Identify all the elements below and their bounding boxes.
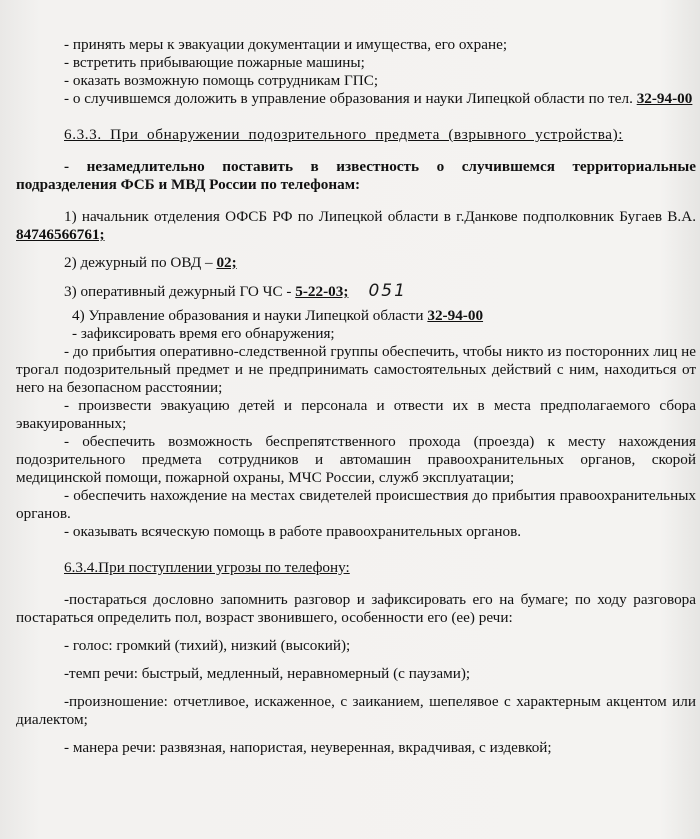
action-item: - произвести эвакуацию детей и персонала и отвести их в места предполагаемого сбора эвакуированных; — [16, 397, 696, 432]
manner-item: - манера речи: развязная, напористая, неуверенная, вкрадчивая, с издевкой; — [64, 739, 552, 756]
voice-item: - голос: громкий (тихий), низкий (высокий); — [64, 637, 351, 654]
list-item: - встретить прибывающие пожарные машины; — [64, 54, 365, 71]
contact-2-text: 2) дежурный по ОВД – — [64, 254, 217, 271]
section-heading-634: 6.3.4.При поступлении угрозы по телефону: — [64, 559, 350, 576]
section-lead-633: - незамедлительно поставить в известность о случившемся территориальные подразделения ФСБ и МВД России по телефонам: — [16, 158, 696, 193]
contact-1-phone: 84746566761; — [16, 226, 105, 243]
contact-1 — [16, 208, 696, 244]
action-item: - обеспечить нахождение на местах свидетелей происшествия до прибытия правоохранительных органов. — [16, 487, 696, 522]
contact-4-text: 4) Управление образования и науки Липецкой области — [72, 307, 428, 324]
contact-2 — [16, 254, 696, 272]
contact-3-text: 3) оперативный дежурный ГО ЧС - — [64, 283, 296, 300]
action-item: - оказывать всяческую помощь в работе правоохранительных органов. — [64, 523, 522, 540]
handwritten-note: 051 — [368, 281, 407, 301]
list-item: - оказать возможную помощь сотрудникам ГПС; — [64, 72, 379, 89]
action-item: - зафиксировать время его обнаружения; — [72, 325, 335, 342]
document-body — [16, 36, 696, 757]
contact-4-phone: 32-94-00 — [427, 307, 484, 324]
action-item: - до прибытия оперативно-следственной группы обеспечить, чтобы никто из посторонних лиц не трогал подозрительный предмет и не предпринимать самостоятельных действий с ним, находиться от него на безопасном расстоянии; — [16, 343, 696, 396]
action-item: - обеспечить возможность беспрепятственного прохода (проезда) к месту нахождения подозрительного предмета сотрудников и автомашин правоохранительных органов, скорой медицинской помощи, пожарной охраны, МЧС России, служб эксплуатации; — [16, 433, 696, 486]
report-text: - о случившемся доложить в управление образования и науки Липецкой области по тел. — [64, 90, 637, 107]
pronunciation-item: -произношение: отчетливое, искаженное, с заиканием, шепелявое с характерным акцентом или диалектом; — [16, 693, 696, 728]
list-item: - принять меры к эвакуации документации и имущества, его охране; — [64, 36, 508, 53]
contact-4 — [16, 307, 696, 325]
report-line — [16, 90, 696, 108]
contact-1-text: 1) начальник отделения ОФСБ РФ по Липецкой области в г.Данкове подполковник Бугаев В.А. — [64, 208, 696, 225]
contact-2-phone: 02; — [216, 254, 237, 271]
section-heading-633: 6.3.3. При обнаружении подозрительного предмета (взрывного устройства): — [64, 126, 624, 143]
threat-intro: -постараться дословно запомнить разговор и зафиксировать его на бумаге; по ходу разговора постараться определить пол, возраст звонившего, особенности его (ее) речи: — [16, 591, 696, 626]
contact-3 — [16, 282, 696, 301]
report-phone: 32-94-00 — [636, 90, 693, 107]
tempo-item: -темп речи: быстрый, медленный, неравномерный (с паузами); — [64, 665, 471, 682]
contact-3-phone: 5-22-03; — [295, 283, 349, 300]
